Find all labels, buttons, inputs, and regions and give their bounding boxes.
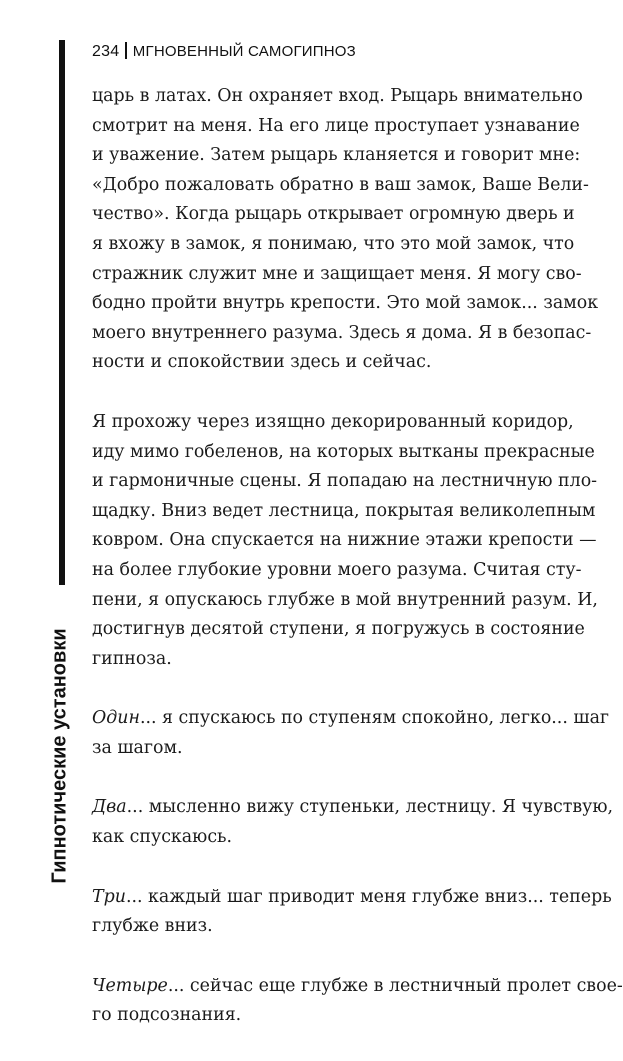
text-line: ... я спускаюсь по ступеням спокойно, легко... шаг bbox=[139, 708, 610, 729]
chapter-side-label: Гипнотические установки bbox=[48, 628, 71, 884]
step-word: Четыре bbox=[92, 975, 168, 996]
text-line: и уважение. Затем рыцарь кланяется и говорит мне: bbox=[92, 145, 581, 166]
text-line: стражник служит мне и защищает меня. Я могу сво- bbox=[92, 263, 582, 284]
text-line: моего внутреннего разума. Здесь я дома. Я в безопас- bbox=[92, 322, 592, 343]
paragraph-step-4 bbox=[92, 972, 623, 1031]
text-line: щадку. Вниз ведет лестница, покрытая великолепным bbox=[92, 500, 596, 521]
text-line: ... каждый шаг приводит меня глубже вниз... теперь bbox=[125, 886, 612, 907]
paragraph-step-2 bbox=[92, 793, 614, 852]
text-line: царь в латах. Он охраняет вход. Рыцарь внимательно bbox=[92, 86, 583, 106]
paragraph-step-3 bbox=[92, 883, 612, 942]
paragraph-1 bbox=[92, 82, 599, 378]
text-line: глубже вниз. bbox=[92, 916, 213, 937]
text-line: го подсознания. bbox=[92, 1005, 242, 1026]
text-line: и гармоничные сцены. Я попадаю на лестничную пло- bbox=[92, 471, 598, 492]
body-text bbox=[92, 82, 623, 1061]
text-line: бодно пройти внутрь крепости. Это мой замок... замок bbox=[92, 293, 599, 314]
step-word: Два bbox=[92, 797, 127, 818]
chapter-marker-bar bbox=[59, 40, 65, 585]
book-title: МГНОВЕННЫЙ САМОГИПНОЗ bbox=[132, 43, 356, 60]
text-line: на более глубокие уровни моего разума. Считая сту- bbox=[92, 559, 582, 580]
text-line: пени, я опускаюсь глубже в мой внутренний разум. И, bbox=[92, 589, 598, 610]
text-line: иду мимо гобеленов, на которых вытканы прекрасные bbox=[92, 441, 595, 462]
text-line: гипноза. bbox=[92, 648, 172, 669]
header-separator bbox=[125, 42, 127, 59]
text-line: как спускаюсь. bbox=[92, 827, 233, 848]
text-line: ... сейчас еще глубже в лестничный пролет свое- bbox=[167, 975, 623, 996]
running-header bbox=[92, 42, 356, 61]
text-line: ности и спокойствии здесь и сейчас. bbox=[92, 352, 432, 373]
text-line: достигнув десятой ступени, я погружусь в состояние bbox=[92, 619, 585, 640]
text-line: «Добро пожаловать обратно в ваш замок, Ваше Вели- bbox=[92, 174, 589, 195]
text-line: я вхожу в замок, я понимаю, что это мой замок, что bbox=[92, 233, 575, 254]
text-line: за шагом. bbox=[92, 737, 183, 758]
step-word: Один bbox=[92, 708, 140, 729]
step-word: Три bbox=[92, 886, 126, 907]
paragraph-2 bbox=[92, 408, 598, 674]
text-line: чество». Когда рыцарь открывает огромную дверь и bbox=[92, 204, 575, 225]
text-line: ковром. Она спускается на нижние этажи крепости — bbox=[92, 530, 597, 551]
text-line: смотрит на меня. На его лице проступает узнавание bbox=[92, 115, 580, 136]
paragraph-step-1 bbox=[92, 704, 610, 763]
text-line: ... мысленно вижу ступеньки, лестницу. Я чувствую, bbox=[126, 797, 614, 818]
page-number: 234 bbox=[92, 43, 120, 60]
text-line: Я прохожу через изящно декорированный коридор, bbox=[92, 411, 574, 432]
